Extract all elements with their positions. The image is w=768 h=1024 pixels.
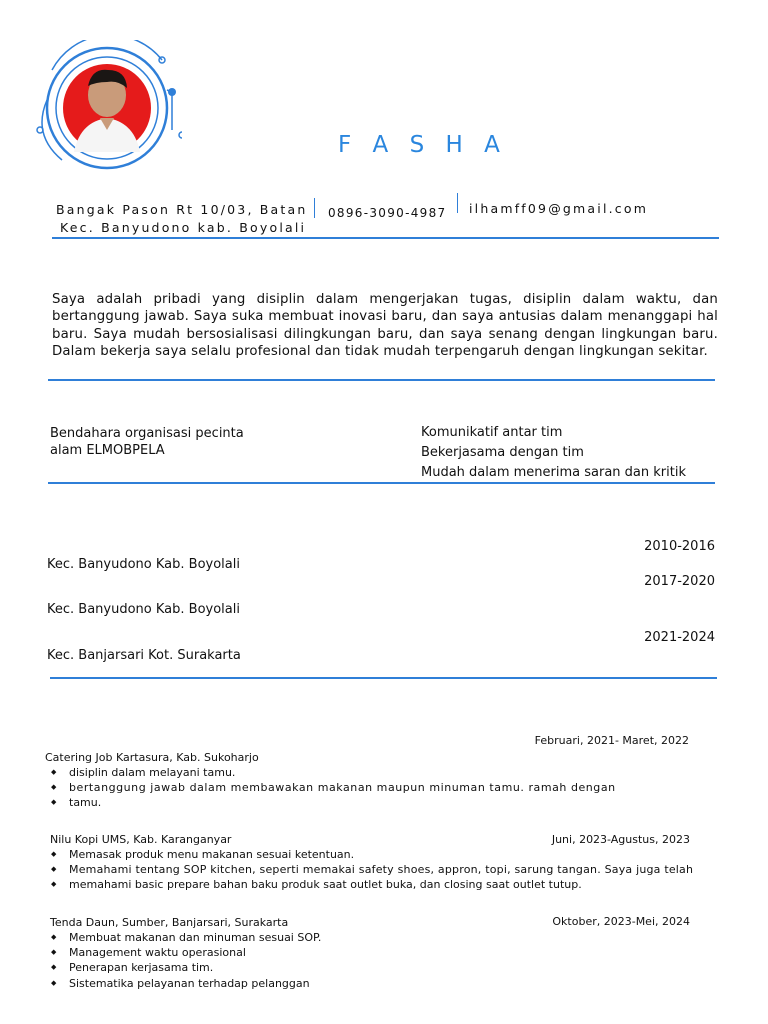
education-place: Kec. Banjarsari Kot. Surakarta — [47, 648, 241, 663]
skill-item: Komunikatif antar tim — [421, 425, 563, 440]
bullet-icon: ◆ — [51, 768, 57, 776]
skills-rule — [48, 482, 715, 484]
experience-place: Catering Job Kartasura, Kab. Sukoharjo — [45, 751, 259, 764]
skill-item: Bekerjasama dengan tim — [421, 445, 584, 460]
experience-bullet: ◆ tamu. — [51, 796, 102, 809]
skills-list — [421, 425, 686, 485]
address — [56, 201, 308, 237]
experience-bullet: ◆ memahami basic prepare bahan baku produk saat outlet buka, dan closing saat outlet tutup. — [51, 878, 582, 891]
bullet-icon: ◆ — [51, 933, 57, 941]
about-rule — [48, 379, 715, 381]
education-years: 2010-2016 — [644, 539, 715, 554]
bullet-icon: ◆ — [51, 948, 57, 956]
education-years: 2017-2020 — [644, 574, 715, 589]
address-line-1: Bangak Pason Rt 10/03, Batan — [56, 202, 308, 217]
divider-address-phone — [314, 198, 315, 218]
education-years: 2021-2024 — [644, 630, 715, 645]
skill-item: Mudah dalam menerima saran dan kritik — [421, 465, 686, 480]
experience-bullet: ◆ Memasak produk menu makanan sesuai ketentuan. — [51, 848, 355, 861]
profile-photo-frame — [22, 40, 182, 180]
experience-bullet: ◆ disiplin dalam melayani tamu. — [51, 766, 236, 779]
experience-bullet: ◆ Membuat makanan dan minuman sesuai SOP. — [51, 931, 322, 944]
bullet-icon: ◆ — [51, 865, 57, 873]
about-text: Saya adalah pribadi yang disiplin dalam mengerjakan tugas, disiplin dalam waktu, dan bertanggung jawab. Saya suka membuat inovasi baru, dan saya antusias dalam menanggapi hal baru. Saya mudah bersosialisasi dilingkungan baru, dan saya senang dengan lingkungan baru. Dalam bekerja saya selalu profesional dan tidak mudah terpengaruh dengan lingkungan sekitar. — [52, 292, 718, 359]
experience-period: Juni, 2023-Agustus, 2023 — [551, 833, 690, 846]
experience-bullet: ◆ Sistematika pelayanan terhadap pelanggan — [51, 977, 310, 990]
experience-bullet: ◆ Penerapan kerjasama tim. — [51, 961, 214, 974]
education-place: Kec. Banyudono Kab. Boyolali — [47, 602, 240, 617]
organization-line-1: Bendahara organisasi pecinta — [50, 426, 244, 441]
circuit-ring-decoration — [22, 40, 182, 180]
organization — [50, 425, 244, 459]
person-name: F A S H A — [338, 132, 507, 158]
divider-phone-email — [457, 193, 458, 213]
education-place: Kec. Banyudono Kab. Boyolali — [47, 557, 240, 572]
experience-period: Oktober, 2023-Mei, 2024 — [552, 915, 690, 928]
bullet-icon: ◆ — [51, 880, 57, 888]
education-rule — [50, 677, 717, 679]
experience-period: Februari, 2021- Maret, 2022 — [534, 734, 689, 747]
bullet-icon: ◆ — [51, 798, 57, 806]
email-address: ilhamff09@gmail.com — [469, 201, 649, 216]
experience-place: Nilu Kopi UMS, Kab. Karanganyar — [50, 833, 232, 846]
phone-number: 0896-3090-4987 — [328, 206, 447, 220]
organization-line-2: alam ELMOBPELA — [50, 443, 165, 458]
experience-bullet: ◆ bertanggung jawab dalam membawakan makanan maupun minuman tamu. ramah dengan — [51, 781, 616, 794]
address-line-2: Kec. Banyudono kab. Boyolali — [60, 220, 307, 235]
bullet-icon: ◆ — [51, 850, 57, 858]
bullet-icon: ◆ — [51, 963, 57, 971]
experience-place: Tenda Daun, Sumber, Banjarsari, Surakarta — [50, 916, 289, 929]
experience-bullet: ◆ Memahami tentang SOP kitchen, seperti memakai safety shoes, appron, topi, sarung tangan. Saya juga telah — [51, 863, 694, 876]
experience-bullet: ◆ Management waktu operasional — [51, 946, 246, 959]
bullet-icon: ◆ — [51, 979, 57, 987]
header-rule — [52, 237, 719, 239]
bullet-icon: ◆ — [51, 783, 57, 791]
